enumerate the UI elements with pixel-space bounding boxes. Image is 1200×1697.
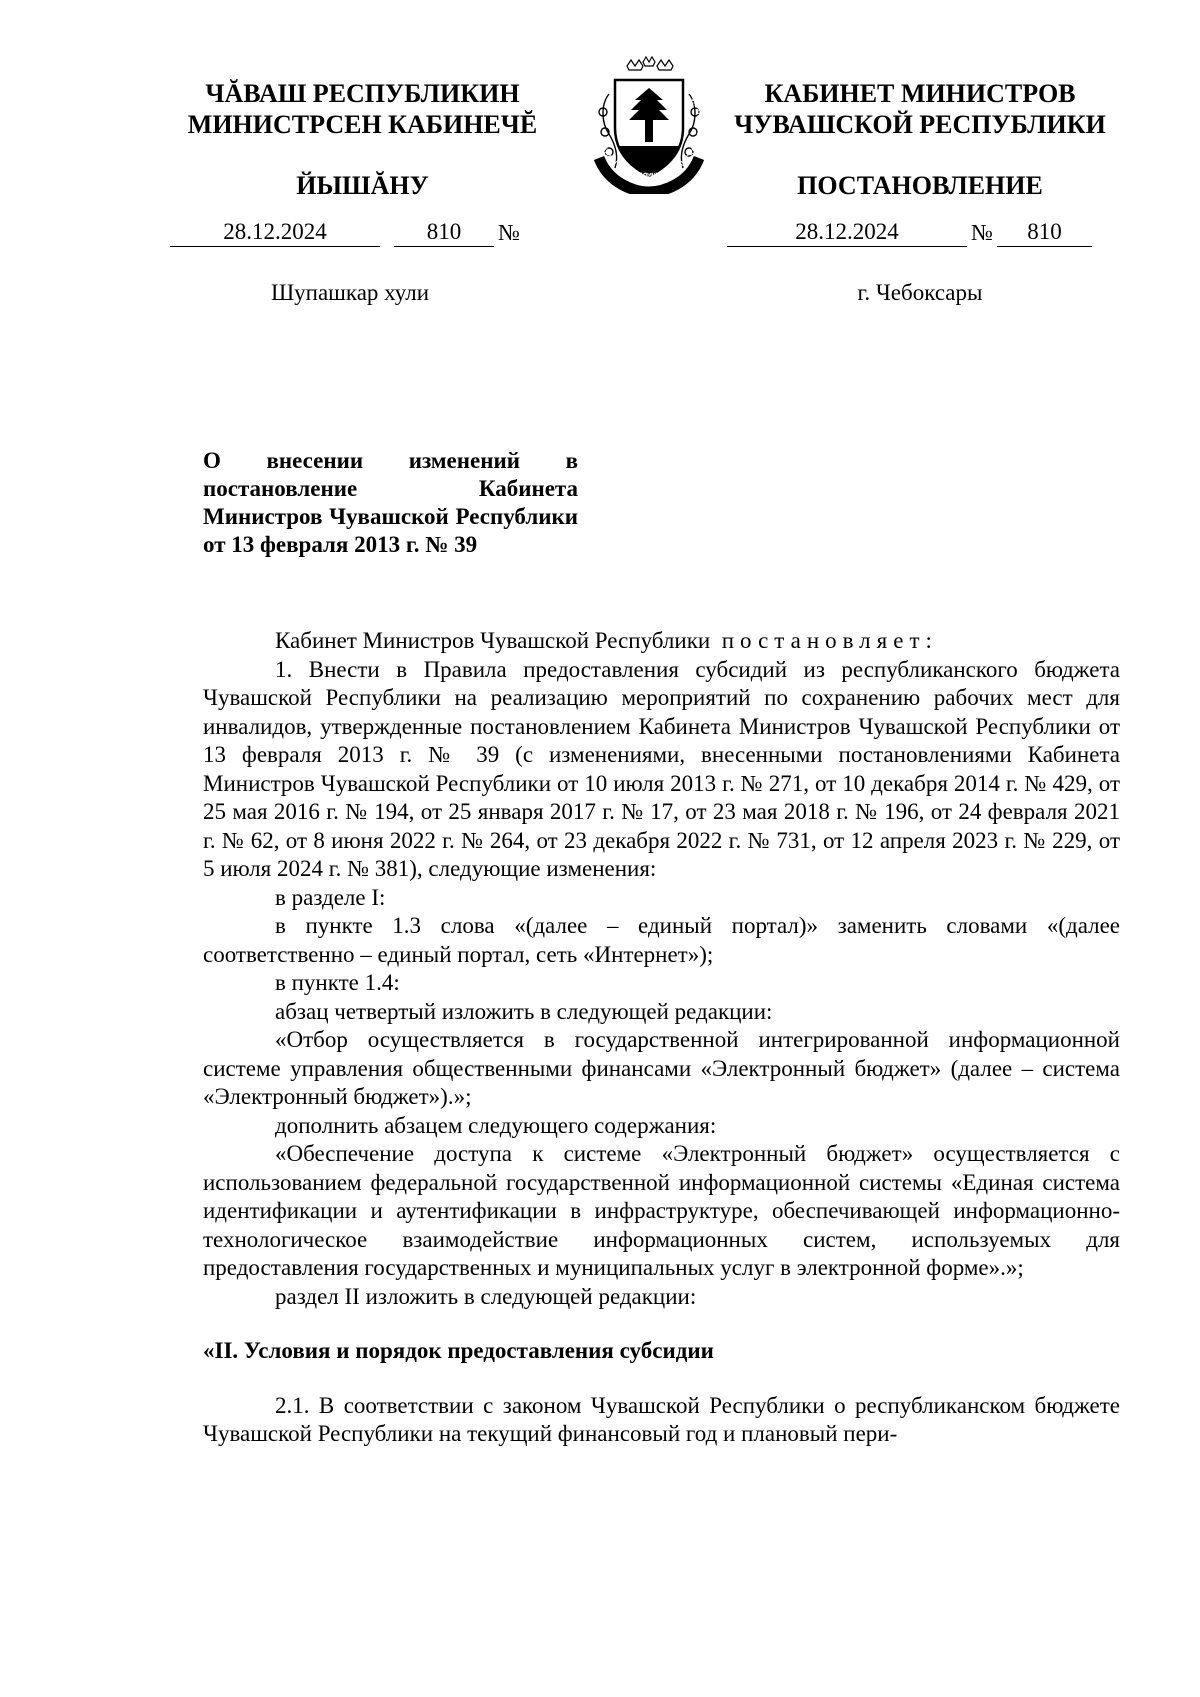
paragraph-2: в разделе I: (275, 884, 386, 910)
paragraph-7: дополнить абзацем следующего содержания: (275, 1112, 717, 1138)
right-number: 810 (997, 217, 1092, 247)
paragraph-3: в пункте 1.3 слова «(далее – единый портал)» заменить словами «(далее соответственно – единый портал, сеть «Интернет»); (203, 913, 1120, 967)
left-org-line2: МИНИСТРСЕН КАБИНЕЧĔ (187, 110, 538, 139)
section-title: «II. Условия и порядок предоставления субсидии (203, 1338, 714, 1363)
intro-spaced: постановляет: (721, 628, 938, 653)
left-doc-type: ЙЫШĂНУ (296, 171, 429, 200)
intro-prefix: Кабинет Министров Чувашской Республики (275, 628, 711, 653)
intro-paragraph (203, 627, 1120, 656)
paragraph-1: 1. Внести в Правила предоставления субсидий из республиканского бюджета Чувашской Республики на реализацию мероприятий по сохранению рабочих мест для инвалидов, утвержденные постановлением Кабинета Министров Чувашской Республики от 13 февраля 2013 г. № 39 (с изменениями, внесенными постановлениями Кабинета Министров Чувашской Республики от 10 июля 2013 г. № 271, от 10 декабря 2014 г. № 429, от 25 мая 2016 г. № 194, от 25 января 2017 г. № 17, от 23 мая 2018 г. № 196, от 24 февраля 2021 г. № 62, от 8 июня 2022 г. № 264, от 23 декабря 2022 г. № 731, от 12 апреля 2023 г. № 229, от 5 июля 2024 г. № 381), следующие изменения: (203, 656, 1120, 881)
chuvash-coat-of-arms-icon (579, 54, 719, 194)
city-right: г. Чебоксары (857, 280, 983, 305)
right-org-line2: ЧУВАШСКОЙ РЕСПУБЛИКИ (734, 110, 1106, 139)
right-org-line1: КАБИНЕТ МИНИСТРОВ (764, 79, 1076, 108)
paragraph-9: раздел II изложить в следующей редакции: (275, 1283, 697, 1309)
right-number-row (727, 217, 1122, 249)
right-header (720, 78, 1120, 201)
left-date: 28.12.2024 (170, 217, 380, 247)
left-number: 810 (394, 217, 494, 247)
right-no-sign: № (971, 220, 993, 245)
document-subject: О внесении изменений в постановление Кабинета Министров Чувашской Республики от 13 февраля 2013 г. № 39 (203, 448, 578, 557)
paragraph-8: «Обеспечение доступа к системе «Электронный бюджет» осуществляется с использованием федеральной государственной информационной системы «Единая система идентификации и аутентификации в инфраструктуре, обеспечивающей информационно-технологическое взаимодействие информационных систем, используемых для предоставления государственных и муниципальных услуг в электронной форме».»; (203, 1141, 1120, 1280)
paragraph-10: 2.1. В соответствии с законом Чувашской Республики о республиканском бюджете Чувашской Республики на текущий финансовый год и плановый пери- (203, 1392, 1120, 1446)
city-left: Шупашкар хули (270, 280, 430, 305)
right-doc-type: ПОСТАНОВЛЕНИЕ (797, 171, 1043, 200)
emblem-ribbon-text: ЧĂВАШ РЕСПУБЛИКИ • ЧУВАШСКАЯ РЕСПУБЛИКА (596, 94, 706, 181)
paragraph-4: в пункте 1.4: (275, 970, 400, 995)
left-number-row (170, 217, 570, 249)
document-body (203, 627, 1120, 1449)
left-header (150, 78, 575, 201)
paragraph-6: «Отбор осуществляется в государственной интегрированной информационной системе управления общественными финансами «Электронный бюджет» (далее – система «Электронный бюджет»).»; (203, 1027, 1120, 1109)
right-date: 28.12.2024 (727, 217, 967, 247)
left-org-line1: ЧĂВАШ РЕСПУБЛИКИН (205, 79, 520, 108)
left-no-sign: № (498, 220, 520, 245)
paragraph-5: абзац четвертый изложить в следующей редакции: (275, 998, 773, 1024)
